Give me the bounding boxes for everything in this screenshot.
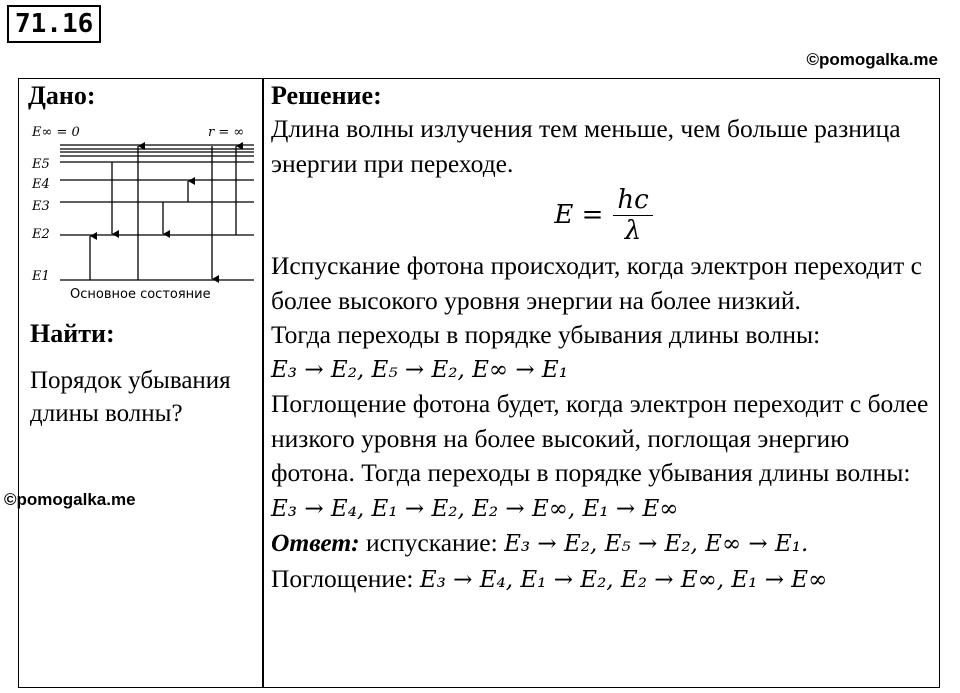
ground-state-caption: Основное состояние: [70, 287, 211, 302]
problem-number: 71.16: [7, 5, 101, 43]
column-divider: [262, 78, 264, 688]
given-column: [28, 80, 256, 112]
answer-absorption: E₃ → E₄, E₁ → E₂, E₂ → E∞, E₁ → E∞: [419, 566, 828, 593]
label-e3: E3: [32, 199, 50, 214]
formula-fraction: [613, 185, 652, 246]
absorption-description: Поглощение фотона будет, когда электрон переходит с более низкого уровня на более высокий, поглощая энергию фотона. Тогда переходы в порядке убывания длины волны:: [271, 389, 929, 487]
formula-numerator: hc: [613, 185, 652, 216]
solution-paragraph-2: Испускание фотона происходит, когда электрон переходит с более высокого уровня энергии на более низкий.: [271, 251, 922, 315]
answer-label: Ответ:: [271, 528, 360, 557]
find-text: Порядок убывания длины волны?: [30, 367, 231, 427]
answer-emission: E₃ → E₂, E₅ → E₂, E∞ → E₁.: [504, 531, 809, 557]
label-e1: E1: [32, 269, 50, 284]
solution-paragraph-4: [271, 387, 936, 526]
emission-order: E₃ → E₂, E₅ → E₂, E∞ → E₁: [271, 356, 568, 383]
given-heading: Дано:: [28, 81, 96, 110]
solution-heading: Решение:: [271, 81, 382, 110]
formula-left: E =: [554, 200, 604, 230]
answer-absorption-line: [271, 562, 936, 598]
answer-emission-label: испускание:: [366, 528, 498, 557]
label-e-inf: E∞ = 0: [32, 125, 80, 140]
answer-absorption-label: Поглощение:: [271, 563, 414, 593]
label-e5: E5: [32, 157, 50, 172]
label-r-inf: r = ∞: [208, 125, 245, 140]
watermark-top: ©pomogalka.me: [806, 50, 938, 69]
solution-column: [271, 80, 936, 597]
formula-denominator: λ: [624, 215, 642, 246]
label-e2: E2: [32, 227, 50, 242]
label-e4: E4: [32, 177, 50, 192]
watermark-left: ©pomogalka.me: [4, 490, 136, 509]
find-heading: Найти:: [30, 319, 115, 348]
solution-paragraph-3: Тогда переходы в порядке убывания длины волны:: [271, 320, 821, 349]
energy-formula: [271, 181, 936, 249]
answer-line: [271, 526, 936, 562]
energy-level-diagram: [30, 118, 256, 306]
absorption-order: E₃ → E₄, E₁ → E₂, E₂ → E∞, E₁ → E∞: [271, 495, 679, 522]
solution-paragraph-1: Длина волны излучения тем меньше, чем больше разница энергии при переходе.: [271, 114, 901, 178]
